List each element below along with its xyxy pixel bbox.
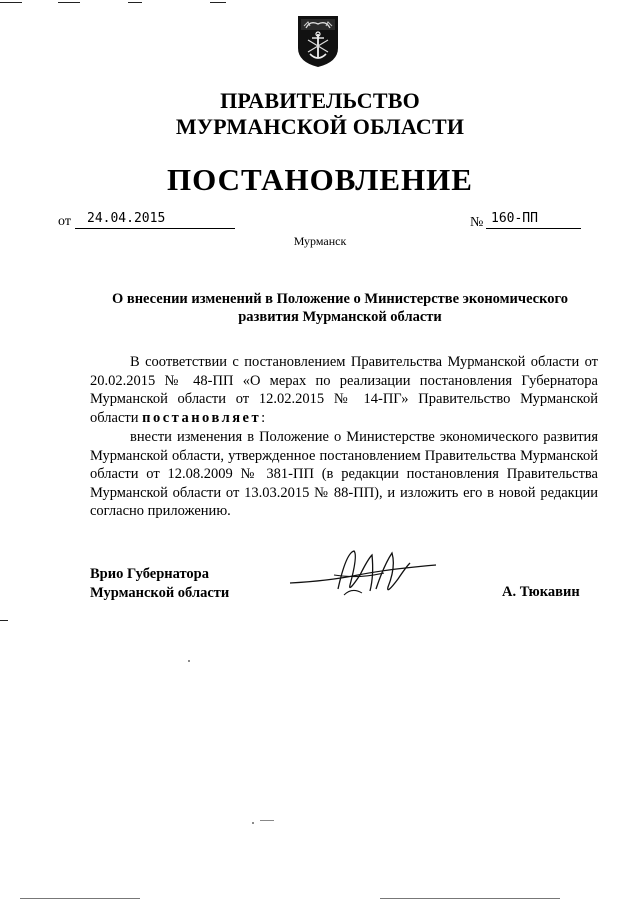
date-number-row — [58, 210, 578, 232]
signer-title-line1: Врио Губернатора — [90, 566, 209, 582]
scan-mark — [210, 2, 226, 3]
scan-mark — [380, 898, 560, 899]
number-prefix: № — [470, 215, 484, 230]
city: Мурманск — [293, 234, 347, 248]
scan-mark — [0, 2, 22, 3]
document-type: ПОСТАНОВЛЕНИЕ — [167, 162, 473, 197]
government-title-line2: МУРМАНСКОЙ ОБЛАСТИ — [175, 114, 465, 139]
signer-name: А. Тюкавин — [502, 584, 580, 600]
date-prefix: от — [58, 214, 71, 229]
scan-mark — [260, 820, 274, 821]
murmansk-coat-of-arms-icon — [296, 14, 340, 68]
scan-mark — [20, 898, 140, 899]
signer-title-line2: Мурманской области — [90, 584, 230, 601]
document-subject: О внесении изменений в Положение о Министерстве экономического развития Мурманской области — [111, 291, 569, 325]
government-title-line1: ПРАВИТЕЛЬСТВО — [220, 88, 420, 113]
document-date: 24.04.2015 — [75, 211, 235, 229]
body-paragraph-2 — [90, 428, 598, 521]
decree-word: постановляет — [142, 409, 262, 426]
decree-colon: : — [261, 409, 266, 426]
scan-mark — [58, 2, 80, 3]
scan-mark — [0, 620, 8, 621]
handwritten-signature — [288, 545, 438, 605]
body-paragraph-1 — [90, 353, 598, 427]
paragraph-1-text: В соответствии с постановлением Правительства Мурманской области от 20.02.2015 № 48-ПП «О мерах по реализации постановления Губернатора Мурманской области от 12.02.2015 № 14-ПГ» Правительство Мурманской области — [90, 354, 598, 426]
scan-dot — [188, 660, 190, 662]
scan-dot — [252, 822, 254, 824]
document-number: 160-ПП — [486, 211, 581, 229]
paragraph-2-text: внести изменения в Положение о Министерстве экономического развития Мурманской области, утвержденное постановлением Правительства Мурманской области от 12.08.2009 № 381-ПП (в редакции постановления Правительства Мурманской области от 13.03.2015 № 88-ПП), и изложить его в новой редакции согласно приложению. — [90, 429, 598, 519]
scan-mark — [128, 2, 142, 3]
signer-title — [90, 565, 229, 602]
